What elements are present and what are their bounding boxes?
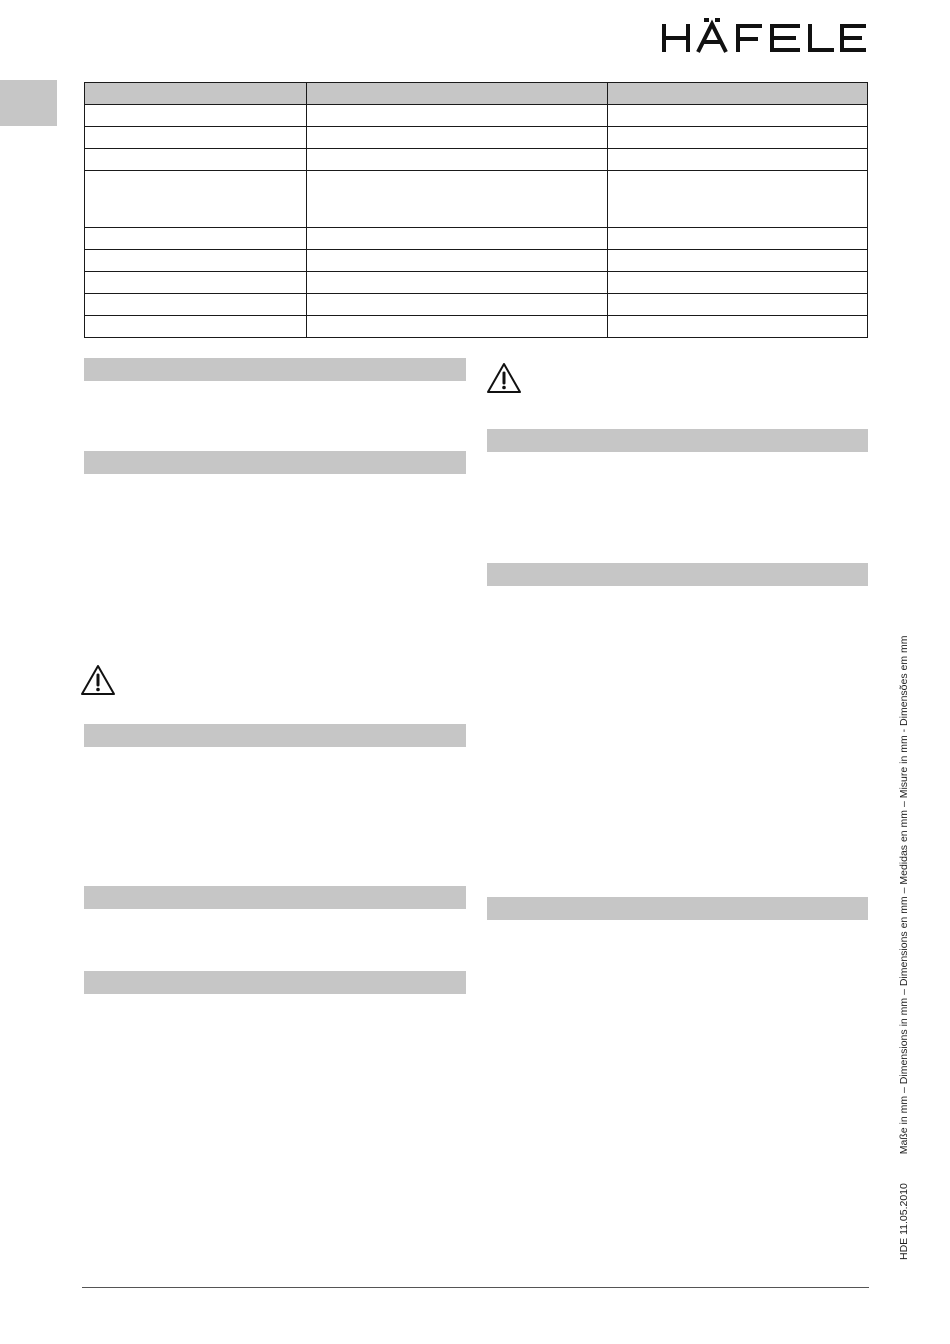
section-header-bar (84, 358, 466, 381)
table-row (85, 294, 868, 316)
table-cell (307, 272, 608, 294)
table-cell (307, 105, 608, 127)
table-cell (608, 316, 868, 338)
table-cell (85, 228, 307, 250)
table-cell (85, 250, 307, 272)
margin-note (898, 636, 910, 1261)
table-cell (608, 127, 868, 149)
table-cell (85, 316, 307, 338)
table-cell (307, 228, 608, 250)
dimensions-note: Maße in mm – Dimensions in mm – Dimensions en mm – Medidas en mm – Misure in mm - Dimensões em mm (898, 635, 910, 1155)
table-row (85, 105, 868, 127)
section-header-bar (84, 451, 466, 474)
table-cell (307, 250, 608, 272)
table-cell (307, 83, 608, 105)
table-cell (608, 272, 868, 294)
specification-table (84, 82, 868, 338)
table-cell (85, 83, 307, 105)
section-header-bar (487, 563, 868, 586)
warning-triangle-icon (486, 362, 522, 394)
table-cell (307, 316, 608, 338)
table-row (85, 127, 868, 149)
table-cell (608, 250, 868, 272)
table-cell (307, 171, 608, 228)
table-row (85, 316, 868, 338)
table-cell (608, 228, 868, 250)
table-row (85, 272, 868, 294)
table-header-row (85, 83, 868, 105)
section-header-bar (84, 971, 466, 994)
table-cell (307, 149, 608, 171)
table-cell (608, 171, 868, 228)
section-header-bar (84, 724, 466, 747)
table-row (85, 250, 868, 272)
table-cell (85, 171, 307, 228)
document-id: HDE 11.05.2010 (898, 1183, 910, 1260)
section-header-bar (487, 897, 868, 920)
footer-divider (82, 1287, 869, 1288)
table-cell (85, 149, 307, 171)
table-cell (608, 105, 868, 127)
table-cell (608, 83, 868, 105)
table-row (85, 149, 868, 171)
table-cell (307, 294, 608, 316)
table-cell (608, 294, 868, 316)
table-cell (307, 127, 608, 149)
table-cell (85, 294, 307, 316)
table-row (85, 228, 868, 250)
warning-triangle-icon (80, 664, 116, 696)
language-tab (0, 80, 57, 126)
table-row (85, 171, 868, 228)
hafele-logo (660, 18, 870, 56)
section-header-bar (84, 886, 466, 909)
table-cell (85, 272, 307, 294)
section-header-bar (487, 429, 868, 452)
table-cell (608, 149, 868, 171)
table-cell (85, 127, 307, 149)
table-cell (85, 105, 307, 127)
